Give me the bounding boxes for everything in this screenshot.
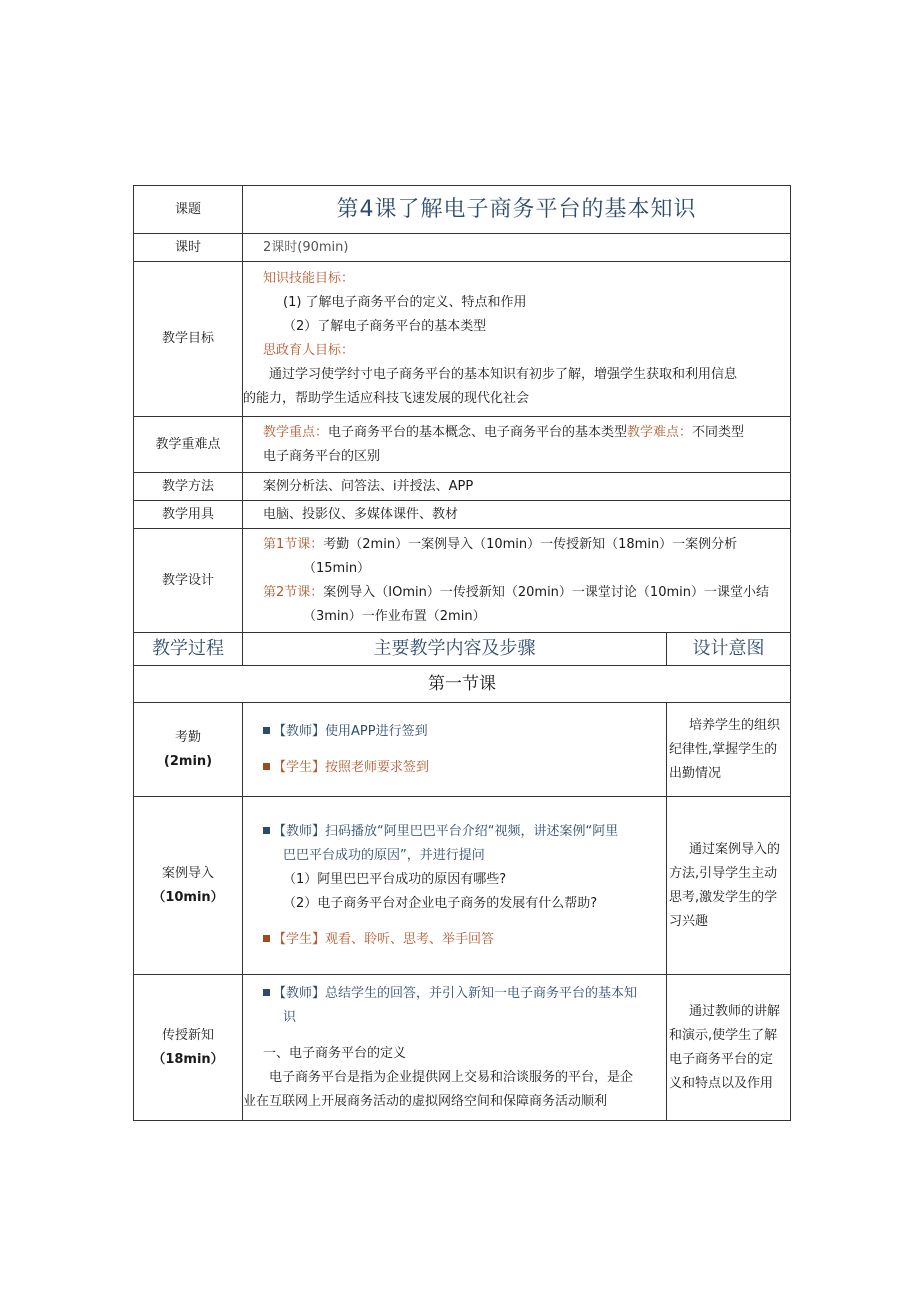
- topic-label: 课题: [134, 186, 243, 234]
- knowledge-goal-title: 知识技能目标：: [263, 271, 355, 286]
- lesson1-text: 考勤（2min）一案例导入（10min）一传授新知（18min）一案例分析: [323, 536, 738, 552]
- row-tools: [134, 501, 791, 529]
- process-header-col1: 教学过程: [134, 633, 243, 666]
- intent-line: 出勤情况: [669, 765, 722, 781]
- new-knowledge-label-cell: [134, 975, 243, 1121]
- bullet-icon: [263, 727, 270, 734]
- new-knowledge-teacher-cont: 识: [283, 1009, 297, 1025]
- attendance-intent: [667, 703, 791, 797]
- intent-line: 电子商务平台的定: [669, 1051, 774, 1067]
- design-label: 教学设计: [134, 529, 243, 633]
- row-process-header: [134, 633, 791, 666]
- case-question: （1）阿里巴巴平台成功的原因有哪些?: [283, 871, 507, 887]
- goals-content: [243, 262, 791, 417]
- row-case-intro: [134, 797, 791, 975]
- intent-line: 培养学生的组织: [689, 717, 781, 733]
- intent-line: 习兴趣: [669, 913, 709, 929]
- process-header-col2: 主要教学内容及步骤: [243, 633, 667, 666]
- lesson1-tag: 第1节课：: [263, 536, 324, 552]
- goals-label: 教学目标: [134, 262, 243, 417]
- tools-value: 电脑、投影仪、多媒体课件、教材: [243, 501, 791, 529]
- lesson2-text: 案例导入（IOmin）一传授新知（20min）一课堂讨论（10min）一课堂小结: [323, 584, 769, 600]
- intent-line: 思考,激发学生的学: [669, 889, 778, 905]
- hours-value: 2课时(90min): [243, 234, 791, 262]
- new-knowledge-label: 传授新知: [161, 1027, 214, 1043]
- ideology-goal-title: 思政育人目标：: [263, 343, 355, 358]
- bullet-icon: [263, 827, 270, 834]
- keypoints-content: [243, 417, 791, 473]
- process-header-col3: 设计意图: [667, 633, 791, 666]
- case-intro-student: 【学生】观看、聆听、思考、举手回答: [273, 931, 495, 947]
- attendance-student: 【学生】按照老师要求签到: [273, 759, 430, 775]
- lesson-plan-sheet: [133, 185, 790, 1121]
- row-section1: [134, 666, 791, 703]
- tools-label: 教学用具: [134, 501, 243, 529]
- intent-line: 和演示,使学生了解: [669, 1027, 778, 1043]
- row-hours: [134, 234, 791, 262]
- attendance-content: [243, 703, 667, 797]
- knowledge-goal-item: (1) 了解电子商务平台的定义、特点和作用: [283, 295, 527, 310]
- case-intro-time: （10min）: [152, 889, 224, 905]
- bullet-icon: [263, 989, 270, 996]
- design-content: [243, 529, 791, 633]
- row-design: [134, 529, 791, 633]
- bullet-icon: [263, 763, 270, 770]
- definition-text: 业在互联网上开展商务活动的虚拟网络空间和保障商务活动顺利: [243, 1093, 608, 1109]
- case-intro-label-cell: [134, 797, 243, 975]
- intent-line: 通过案例导入的: [689, 841, 781, 857]
- new-knowledge-teacher: 【教师】总结学生的回答，并引入新知一电子商务平台的基本知: [273, 985, 638, 1001]
- lesson-plan-table: [133, 185, 791, 1121]
- intent-line: 义和特点以及作用: [669, 1075, 774, 1091]
- attendance-time: (2min): [163, 753, 213, 769]
- row-goals: [134, 262, 791, 417]
- new-knowledge-intent: [667, 975, 791, 1121]
- attendance-label: 考勤: [174, 729, 201, 745]
- section-title: 第一节课: [134, 666, 791, 703]
- row-methods: [134, 473, 791, 501]
- difficulty-text: 不同类型: [692, 424, 745, 440]
- methods-label: 教学方法: [134, 473, 243, 501]
- row-attendance: [134, 703, 791, 797]
- case-intro-content: [243, 797, 667, 975]
- definition-heading: 一、电子商务平台的定义: [263, 1045, 407, 1061]
- case-question: （2）电子商务平台对企业电子商务的发展有什么帮助?: [283, 895, 598, 911]
- case-intro-teacher-cont: 巴巴平台成功的原因”，并进行提问: [283, 847, 485, 863]
- lesson2-tag: 第2节课：: [263, 584, 324, 600]
- lesson1-text-cont: （15min）: [303, 560, 371, 576]
- row-topic: [134, 186, 791, 234]
- hours-label: 课时: [134, 234, 243, 262]
- ideology-goal-text: 通过学习使学纣寸电子商务平台的基本知识有初步了解，增强学生获取和利用信息: [269, 367, 738, 382]
- new-knowledge-content: [243, 975, 667, 1121]
- row-new-knowledge: [134, 975, 791, 1121]
- intent-line: 通过教师的讲解: [689, 1003, 781, 1019]
- lesson2-text-cont: （3min）一作业布置（2min）: [303, 608, 486, 624]
- methods-value: 案例分析法、问答法、i并授法、APP: [243, 473, 791, 501]
- row-keypoints: [134, 417, 791, 473]
- difficulty-tag: 教学难点：: [627, 424, 693, 440]
- difficulty-text-cont: 电子商务平台的区别: [263, 448, 381, 464]
- ideology-goal-text: 的能力，帮助学生适应科技飞速发展的现代化社会: [243, 391, 530, 406]
- case-intro-intent: [667, 797, 791, 975]
- lesson-title: 第4课了解电子商务平台的基本知识: [243, 186, 791, 234]
- bullet-icon: [263, 935, 270, 942]
- attendance-teacher: 【教师】使用APP进行签到: [273, 723, 428, 739]
- focus-text: 电子商务平台的基本概念、电子商务平台的基本类型: [328, 424, 628, 440]
- case-intro-label: 案例导入: [161, 865, 214, 881]
- case-intro-teacher: 【教师】扫码播放“阿里巴巴平台介绍“视频，讲述案例“阿里: [273, 823, 619, 839]
- focus-tag: 教学重点：: [263, 424, 329, 440]
- knowledge-goal-item: （2）了解电子商务平台的基本类型: [283, 319, 487, 334]
- keypoints-label: 教学重难点: [134, 417, 243, 473]
- intent-line: 纪律性,掌握学生的: [669, 741, 778, 757]
- attendance-label-cell: [134, 703, 243, 797]
- intent-line: 方法,引导学生主动: [669, 865, 778, 881]
- definition-text: 电子商务平台是指为企业提供网上交易和洽谈服务的平台，是企: [269, 1069, 634, 1085]
- new-knowledge-time: （18min）: [152, 1051, 224, 1067]
